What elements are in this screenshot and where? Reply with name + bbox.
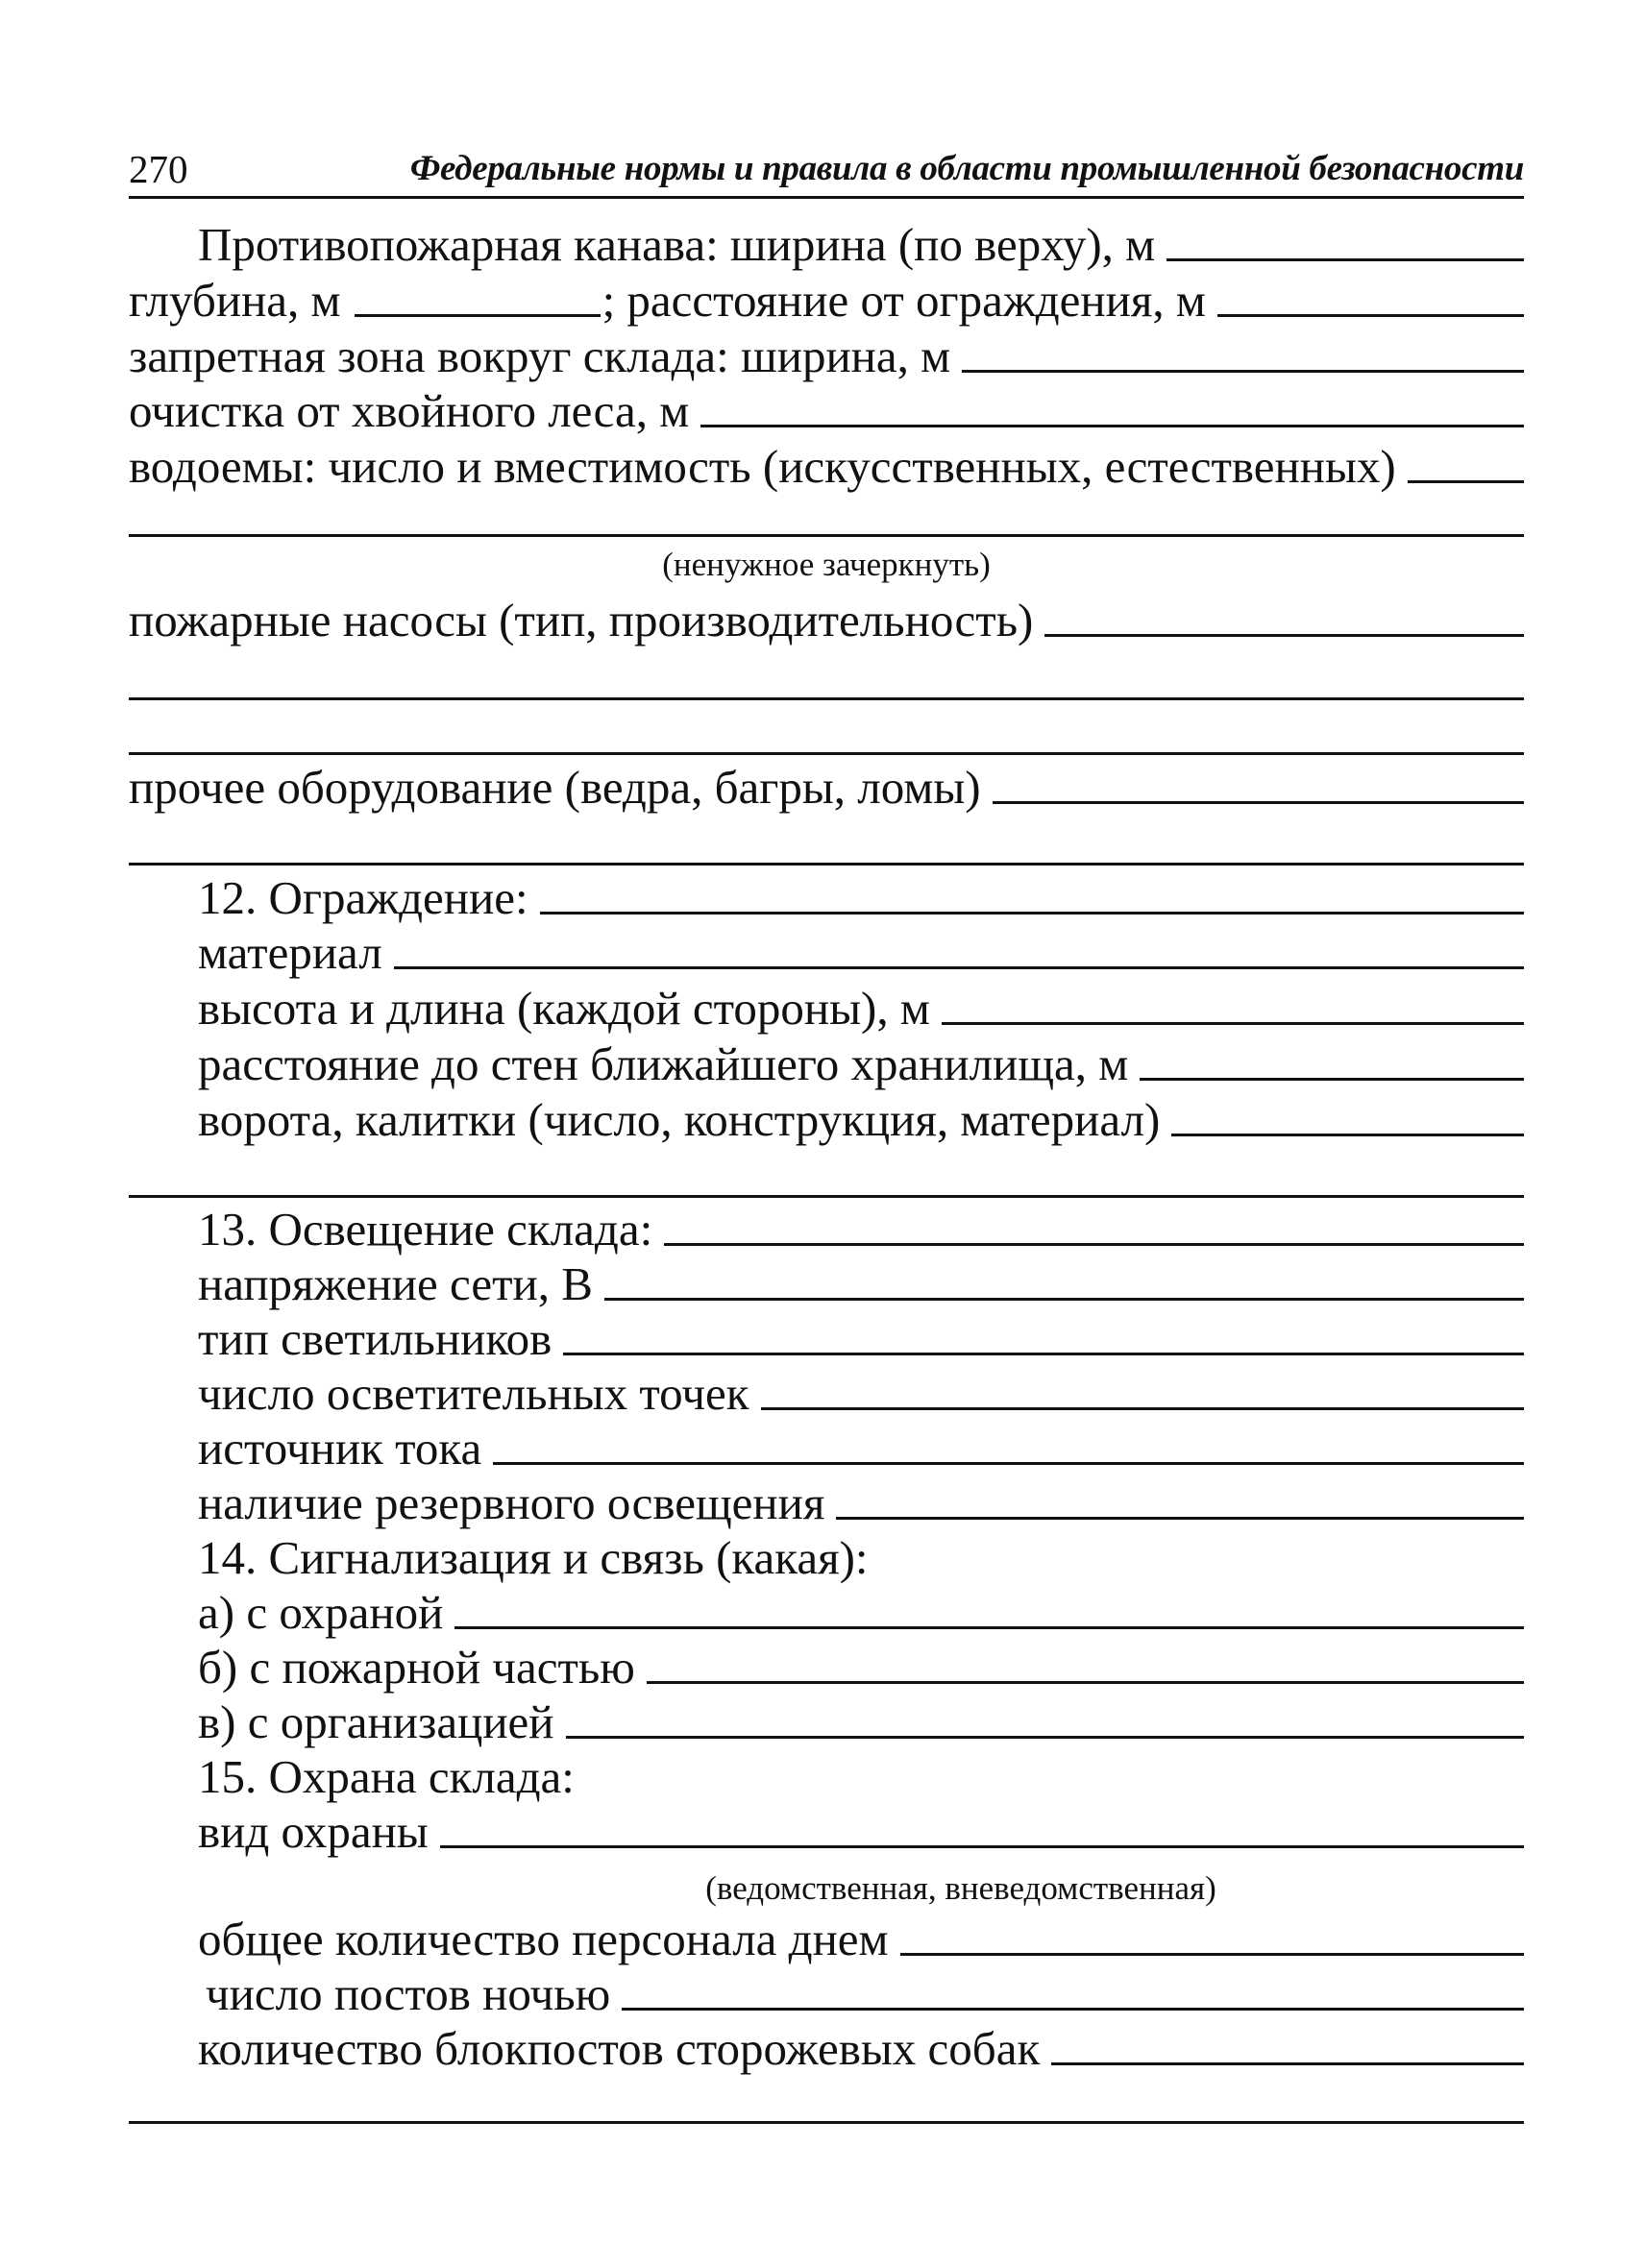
signaling-fire-row <box>198 1640 1524 1695</box>
backup-lighting-label: наличие резервного освещения <box>198 1476 825 1529</box>
ditch-width-row <box>198 217 1524 273</box>
dog-posts-label: количество блокпостов сторожевых собак <box>198 2022 1041 2075</box>
gates-continuation-field[interactable] <box>129 1195 1524 1198</box>
distance-from-fence-field[interactable] <box>1217 314 1524 317</box>
reservoirs-continuation-field[interactable] <box>129 534 1524 537</box>
signaling-fire-field[interactable] <box>647 1681 1524 1684</box>
ditch-width-label: Противопожарная канава: ширина (по верху), м <box>198 218 1156 271</box>
other-equipment-continuation-field[interactable] <box>129 863 1524 866</box>
signaling-heading: 14. Сигнализация и связь (какая): <box>198 1531 869 1584</box>
signaling-guard-row <box>198 1585 1524 1641</box>
reservoirs-label: водоемы: число и вместимость (искусственных, естественных) <box>129 440 1396 493</box>
backup-lighting-row <box>198 1475 1524 1531</box>
security-heading-row <box>198 1749 1524 1805</box>
night-posts-row <box>206 1966 1524 2022</box>
reservoirs-row <box>129 439 1524 495</box>
fence-material-label: материал <box>198 926 382 979</box>
fence-heading-row <box>198 870 1524 926</box>
dog-posts-field[interactable] <box>1051 2062 1524 2065</box>
lighting-points-row <box>198 1366 1524 1422</box>
fixture-type-row <box>198 1311 1524 1367</box>
fence-height-field[interactable] <box>942 1022 1524 1025</box>
strike-note: (ненужное зачеркнуть) <box>662 546 991 583</box>
night-posts-field[interactable] <box>622 2008 1524 2011</box>
security-type-label: вид охраны <box>198 1805 429 1858</box>
signaling-guard-label: а) с охраной <box>198 1586 444 1639</box>
clearing-field[interactable] <box>700 425 1524 427</box>
distance-from-fence-label: ; расстояние от ограждения, м <box>602 274 1206 327</box>
fence-distance-row <box>198 1036 1524 1092</box>
day-staff-field[interactable] <box>900 1953 1524 1956</box>
power-source-field[interactable] <box>493 1462 1524 1465</box>
reservoirs-field[interactable] <box>1408 480 1524 483</box>
night-posts-label: число постов ночью <box>206 1967 611 2020</box>
restricted-zone-row <box>129 329 1524 384</box>
lighting-heading-row <box>198 1202 1524 1257</box>
lighting-field[interactable] <box>664 1243 1524 1246</box>
pumps-field[interactable] <box>1044 634 1524 637</box>
security-type-row <box>198 1804 1524 1860</box>
day-staff-row <box>198 1912 1524 1967</box>
fence-height-label: высота и длина (каждой стороны), м <box>198 982 930 1035</box>
signaling-fire-label: б) с пожарной частью <box>198 1641 635 1694</box>
signaling-org-row <box>198 1695 1524 1750</box>
power-source-row <box>198 1421 1524 1476</box>
voltage-row <box>198 1256 1524 1312</box>
lighting-points-field[interactable] <box>761 1407 1524 1410</box>
clearing-row <box>129 383 1524 439</box>
fence-material-field[interactable] <box>394 966 1524 969</box>
security-type-note: (ведомственная, вневедомственная) <box>705 1869 1216 1907</box>
lighting-points-label: число осветительных точек <box>198 1367 749 1420</box>
fixture-type-label: тип светильников <box>198 1312 552 1365</box>
voltage-label: напряжение сети, В <box>198 1257 593 1310</box>
pumps-continuation-field-1[interactable] <box>129 697 1524 700</box>
day-staff-label: общее количество персонала днем <box>198 1913 889 1965</box>
fence-field[interactable] <box>540 912 1524 915</box>
gates-label: ворота, калитки (число, конструкция, материал) <box>198 1093 1161 1146</box>
page-header <box>129 142 1524 199</box>
ditch-width-field[interactable] <box>1166 258 1524 261</box>
security-heading: 15. Охрана склада: <box>198 1750 575 1803</box>
fence-material-row <box>198 925 1524 981</box>
dog-posts-row <box>198 2021 1524 2077</box>
fence-distance-field[interactable] <box>1140 1078 1524 1081</box>
other-equipment-label: прочее оборудование (ведра, багры, ломы) <box>129 761 981 814</box>
restricted-zone-label: запретная зона вокруг склада: ширина, м <box>129 329 951 382</box>
other-equipment-field[interactable] <box>993 801 1524 804</box>
signaling-org-label: в) с организацией <box>198 1695 554 1748</box>
fixture-type-field[interactable] <box>563 1353 1524 1355</box>
restricted-zone-field[interactable] <box>962 370 1524 373</box>
lighting-heading: 13. Освещение склада: <box>198 1203 653 1256</box>
depth-field[interactable] <box>355 314 601 317</box>
fence-height-row <box>198 981 1524 1036</box>
pumps-label: пожарные насосы (тип, производительность) <box>129 594 1034 646</box>
pumps-row <box>129 593 1524 648</box>
backup-lighting-field[interactable] <box>836 1517 1524 1520</box>
signaling-org-field[interactable] <box>566 1736 1524 1739</box>
security-type-field[interactable] <box>440 1845 1524 1848</box>
pumps-continuation-field-2[interactable] <box>129 752 1524 755</box>
other-equipment-row <box>129 760 1524 816</box>
voltage-field[interactable] <box>604 1298 1524 1301</box>
running-title: Федеральные нормы и правила в области промышленной безопасности <box>409 149 1524 188</box>
gates-row <box>198 1092 1524 1148</box>
signaling-guard-field[interactable] <box>454 1626 1524 1629</box>
signaling-heading-row <box>198 1530 1524 1586</box>
gates-field[interactable] <box>1171 1134 1524 1136</box>
clearing-label: очистка от хвойного леса, м <box>129 384 690 437</box>
page-number: 270 <box>129 147 188 191</box>
power-source-label: источник тока <box>198 1422 482 1475</box>
fence-distance-label: расстояние до стен ближайшего хранилища, м <box>198 1037 1129 1090</box>
depth-label: глубина, м <box>129 274 341 327</box>
dog-posts-continuation-field[interactable] <box>129 2121 1524 2124</box>
depth-distance-row <box>129 273 1524 329</box>
fence-heading: 12. Ограждение: <box>198 871 528 924</box>
